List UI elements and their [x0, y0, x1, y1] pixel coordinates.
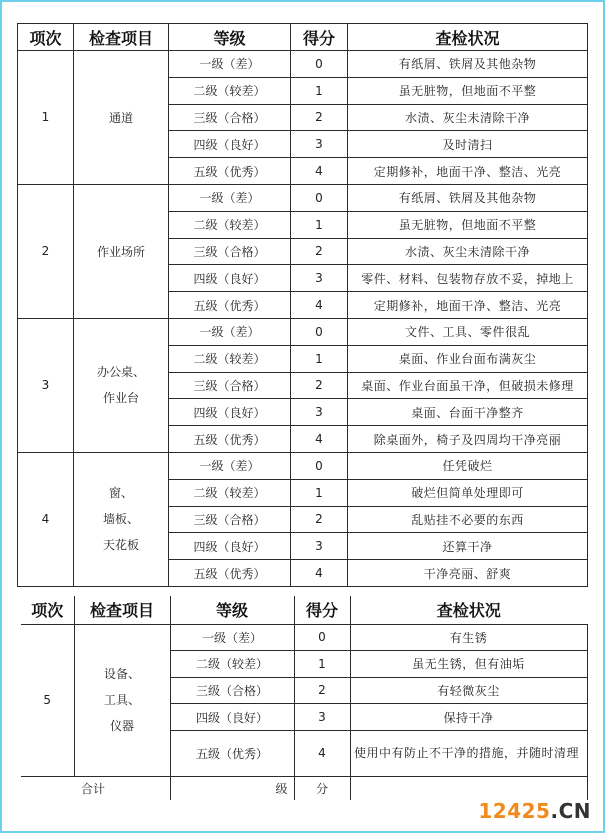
- score-cell: 3: [291, 265, 348, 292]
- grade-cell: 二级（较差）: [169, 479, 291, 506]
- item-cell: 作业场所: [74, 184, 169, 318]
- grade-cell: 五级（优秀）: [169, 426, 291, 453]
- status-cell: 保持干净: [350, 704, 587, 731]
- header-item: 检查项目: [74, 24, 169, 51]
- score-cell: 4: [291, 560, 348, 587]
- inspection-table-main: [17, 23, 588, 587]
- status-cell: 水渍、灰尘未清除干净: [348, 238, 588, 265]
- status-cell: 桌面、作业台面虽干净，但破损未修理: [348, 372, 588, 399]
- score-cell: 3: [291, 533, 348, 560]
- table-row: [18, 452, 588, 479]
- status-cell: 定期修补，地面干净、整洁、光亮: [348, 292, 588, 319]
- score-cell: 0: [291, 318, 348, 345]
- grade-cell: 一级（差）: [169, 184, 291, 211]
- status-cell: 桌面、台面干净整齐: [348, 399, 588, 426]
- status-cell: 有轻微灰尘: [350, 677, 587, 704]
- total-score: 分: [294, 776, 350, 800]
- grade-cell: 四级（良好）: [169, 399, 291, 426]
- total-row: [21, 776, 587, 800]
- score-cell: 2: [291, 506, 348, 533]
- score-cell: 0: [291, 51, 348, 78]
- status-cell: 使用中有防止不干净的措施，并随时清理: [350, 730, 587, 776]
- grade-cell: 一级（差）: [170, 624, 294, 651]
- score-cell: 4: [291, 158, 348, 185]
- header-score: 得分: [294, 596, 350, 624]
- grade-cell: 五级（优秀）: [169, 158, 291, 185]
- score-cell: 0: [294, 624, 350, 651]
- item-line: 办公桌、: [96, 365, 145, 380]
- site-watermark: [478, 799, 591, 823]
- score-cell: 1: [291, 77, 348, 104]
- status-cell: 文件、工具、零件很乱: [348, 318, 588, 345]
- score-cell: 2: [291, 372, 348, 399]
- item-cell: [74, 452, 169, 586]
- item-label: [103, 480, 139, 558]
- table-row: [18, 184, 588, 211]
- header-seq: 项次: [21, 596, 74, 624]
- score-cell: 2: [294, 677, 350, 704]
- score-cell: 0: [291, 452, 348, 479]
- header-seq: 项次: [18, 24, 74, 51]
- score-cell: 3: [291, 131, 348, 158]
- status-cell: 零件、材料、包装物存放不妥，掉地上: [348, 265, 588, 292]
- score-cell: 1: [291, 211, 348, 238]
- status-cell: 虽无脏物，但地面不平整: [348, 211, 588, 238]
- status-cell: 定期修补，地面干净、整洁、光亮: [348, 158, 588, 185]
- total-label: 合计: [21, 776, 170, 800]
- inspection-table-continued: [21, 596, 588, 800]
- item-line: 天花板: [102, 538, 139, 553]
- status-cell: 有生锈: [350, 624, 587, 651]
- item-cell: [74, 318, 169, 452]
- total-grade: 级: [170, 776, 294, 800]
- header-status: 查检状况: [348, 24, 588, 51]
- grade-cell: 一级（差）: [169, 51, 291, 78]
- status-cell: 还算干净: [348, 533, 588, 560]
- table-row: [21, 624, 587, 651]
- status-cell: 破烂但简单处理即可: [348, 479, 588, 506]
- status-cell: 虽无生锈，但有油垢: [350, 651, 587, 678]
- grade-cell: 五级（优秀）: [170, 730, 294, 776]
- header-status: 查检状况: [350, 596, 587, 624]
- status-cell: 任凭破烂: [348, 452, 588, 479]
- grade-cell: 三级（合格）: [169, 238, 291, 265]
- score-cell: 1: [294, 651, 350, 678]
- seq-cell: 2: [18, 184, 74, 318]
- grade-cell: 一级（差）: [169, 452, 291, 479]
- item-line: 墙板、: [102, 512, 139, 527]
- seq-cell: 1: [18, 51, 74, 185]
- header-grade: 等级: [170, 596, 294, 624]
- table-header-row: [18, 24, 588, 51]
- item-cell: [74, 624, 170, 776]
- status-cell: 桌面、作业台面布满灰尘: [348, 345, 588, 372]
- grade-cell: 五级（优秀）: [169, 292, 291, 319]
- item-line: 作业台: [102, 391, 139, 406]
- item-line: 工具、: [103, 693, 140, 708]
- table-header-row: [21, 596, 587, 624]
- grade-cell: 五级（优秀）: [169, 560, 291, 587]
- score-cell: 4: [291, 426, 348, 453]
- item-line: 仪器: [109, 719, 134, 734]
- score-cell: 2: [291, 238, 348, 265]
- header-score: 得分: [291, 24, 348, 51]
- status-cell: 及时清扫: [348, 131, 588, 158]
- grade-cell: 三级（合格）: [169, 506, 291, 533]
- grade-cell: 二级（较差）: [169, 77, 291, 104]
- grade-cell: 二级（较差）: [169, 345, 291, 372]
- item-line: 窗、: [108, 486, 133, 501]
- status-cell: 乱贴挂不必要的东西: [348, 506, 588, 533]
- score-cell: 1: [291, 479, 348, 506]
- header-grade: 等级: [169, 24, 291, 51]
- grade-cell: 四级（良好）: [169, 265, 291, 292]
- score-cell: 3: [291, 399, 348, 426]
- score-cell: 4: [291, 292, 348, 319]
- watermark-suffix: CN: [558, 799, 591, 823]
- grade-cell: 一级（差）: [169, 318, 291, 345]
- item-label: [97, 359, 145, 411]
- grade-cell: 四级（良好）: [170, 704, 294, 731]
- table-row: [18, 51, 588, 78]
- grade-cell: 三级（合格）: [169, 372, 291, 399]
- score-cell: 3: [294, 704, 350, 731]
- status-cell: 有纸屑、铁屑及其他杂物: [348, 51, 588, 78]
- table-row: [18, 318, 588, 345]
- status-cell: 虽无脏物，但地面不平整: [348, 77, 588, 104]
- grade-cell: 二级（较差）: [170, 651, 294, 678]
- grade-cell: 三级（合格）: [169, 104, 291, 131]
- score-cell: 4: [294, 730, 350, 776]
- status-cell: 有纸屑、铁屑及其他杂物: [348, 184, 588, 211]
- score-cell: 2: [291, 104, 348, 131]
- header-item: 检查项目: [74, 596, 170, 624]
- item-line: 设备、: [103, 667, 140, 682]
- watermark-dot: .: [550, 799, 559, 823]
- score-cell: 0: [291, 184, 348, 211]
- grade-cell: 二级（较差）: [169, 211, 291, 238]
- seq-cell: 5: [21, 624, 74, 776]
- grade-cell: 四级（良好）: [169, 131, 291, 158]
- status-cell: 除桌面外，椅子及四周均干净亮丽: [348, 426, 588, 453]
- status-cell: 水渍、灰尘未清除干净: [348, 104, 588, 131]
- item-label: [104, 661, 140, 739]
- score-cell: 1: [291, 345, 348, 372]
- watermark-number: 12425: [478, 799, 551, 823]
- seq-cell: 3: [18, 318, 74, 452]
- item-cell: 通道: [74, 51, 169, 185]
- total-status: [350, 776, 587, 800]
- seq-cell: 4: [18, 452, 74, 586]
- grade-cell: 四级（良好）: [169, 533, 291, 560]
- grade-cell: 三级（合格）: [170, 677, 294, 704]
- status-cell: 干净亮丽、舒爽: [348, 560, 588, 587]
